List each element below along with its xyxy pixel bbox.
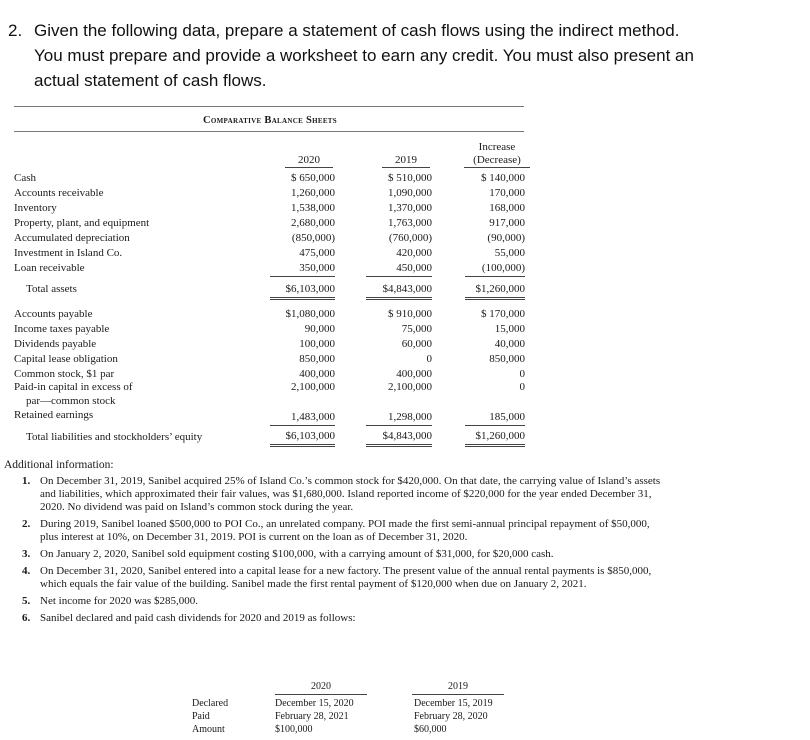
amount-2019: $60,000 bbox=[414, 724, 447, 735]
value-change: (90,000) bbox=[487, 232, 525, 244]
note-text: On January 2, 2020, Sanibel sold equipment costing $100,000, with a carrying amount of $31,000, for $20,000 cash. bbox=[40, 548, 554, 560]
note-number: 3. bbox=[22, 548, 31, 560]
title-divider bbox=[14, 131, 524, 132]
declared-2020: December 15, 2020 bbox=[275, 698, 354, 709]
note-text: On December 31, 2019, Sanibel acquired 25% of Island Co.’s common stock for $420,000. On that date, the carrying value of Island’s assets and liabilities, which approximated their fair values, was $1,680,000. Island reported income of $220,000 for the year ended December 31, 2020. No dividend was paid on Island’s common stock during the year. bbox=[40, 475, 661, 513]
question-line-3: actual statement of cash flows. bbox=[34, 71, 267, 90]
note-text: Sanibel declared and paid cash dividends for 2020 and 2019 as follows: bbox=[40, 612, 356, 624]
row-label: Investment in Island Co. bbox=[14, 247, 123, 259]
value-2020: 1,260,000 bbox=[291, 187, 335, 199]
row-label: Capital lease obligation bbox=[14, 353, 118, 365]
value-change: (100,000) bbox=[465, 262, 525, 277]
row-label: Common stock, $1 par bbox=[14, 368, 115, 380]
row-label-continued: par—common stock bbox=[26, 395, 116, 407]
note-item bbox=[22, 595, 667, 608]
row-label: Loan receivable bbox=[14, 262, 85, 274]
value-2019: 1,763,000 bbox=[388, 217, 432, 229]
question-number: 2. bbox=[8, 21, 23, 40]
note-item bbox=[22, 548, 667, 561]
value-2019: 1,370,000 bbox=[388, 202, 432, 214]
value-2020: $6,103,000 bbox=[270, 283, 335, 300]
header-2020: 2020 bbox=[285, 154, 333, 168]
note-item bbox=[22, 475, 667, 514]
value-2019: $4,843,000 bbox=[366, 283, 432, 300]
row-label: Accumulated depreciation bbox=[14, 232, 130, 244]
value-2019: $4,843,000 bbox=[366, 430, 432, 447]
row-label: Cash bbox=[14, 172, 36, 184]
note-text: During 2019, Sanibel loaned $500,000 to POI Co., an unrelated company. POI made the first semi-annual principal repayment of $50,000, plus interest at 10%, on December 31, 2019. POI is current on the loan as of December 31, 2020. bbox=[40, 518, 650, 543]
row-label: Accounts receivable bbox=[14, 187, 104, 199]
value-2019: 60,000 bbox=[401, 338, 432, 350]
value-2020: 90,000 bbox=[304, 323, 335, 335]
row-label: Total liabilities and stockholders’ equity bbox=[26, 431, 203, 443]
question-line-2: You must prepare and provide a worksheet to earn any credit. You must also present an bbox=[34, 46, 694, 65]
row-label: Property, plant, and equipment bbox=[14, 217, 150, 229]
value-2020: 475,000 bbox=[299, 247, 335, 259]
value-2020: 350,000 bbox=[270, 262, 335, 277]
value-2019: 1,298,000 bbox=[366, 411, 432, 426]
value-2020: $1,080,000 bbox=[285, 308, 335, 320]
value-2019: (760,000) bbox=[388, 232, 432, 244]
note-item bbox=[22, 518, 667, 544]
note-text: Net income for 2020 was $285,000. bbox=[40, 595, 198, 607]
value-change: 917,000 bbox=[489, 217, 525, 229]
row-label-amount: Amount bbox=[192, 724, 225, 735]
row-label-paid: Paid bbox=[192, 711, 210, 722]
value-change: $1,260,000 bbox=[465, 430, 525, 447]
value-2019: 1,090,000 bbox=[388, 187, 432, 199]
row-label: Accounts payable bbox=[14, 308, 93, 320]
declared-2019: December 15, 2019 bbox=[414, 698, 493, 709]
header-2019: 2019 bbox=[382, 154, 430, 168]
value-2020: $ 650,000 bbox=[291, 172, 335, 184]
header-change-1: Increase bbox=[478, 141, 516, 153]
note-number: 1. bbox=[22, 475, 31, 487]
value-2020: 1,483,000 bbox=[270, 411, 335, 426]
value-2019: 2,100,000 bbox=[388, 381, 432, 393]
additional-notes-list bbox=[22, 475, 667, 629]
note-number: 5. bbox=[22, 595, 31, 607]
value-change: 185,000 bbox=[465, 411, 525, 426]
value-change: $ 140,000 bbox=[481, 172, 525, 184]
value-2020: 2,680,000 bbox=[291, 217, 335, 229]
dividends-year-2019: 2019 bbox=[412, 681, 504, 695]
value-2019: 450,000 bbox=[366, 262, 432, 277]
value-2019: 0 bbox=[426, 353, 432, 365]
value-2019: $ 510,000 bbox=[388, 172, 432, 184]
row-label: Retained earnings bbox=[14, 409, 94, 421]
amount-2020: $100,000 bbox=[275, 724, 313, 735]
value-change: 40,000 bbox=[494, 338, 525, 350]
value-2020: 850,000 bbox=[299, 353, 335, 365]
row-label: Dividends payable bbox=[14, 338, 97, 350]
note-item bbox=[22, 565, 667, 591]
value-change: 15,000 bbox=[494, 323, 525, 335]
value-2019: 75,000 bbox=[401, 323, 432, 335]
value-2019: 400,000 bbox=[396, 368, 432, 380]
value-2020: 1,538,000 bbox=[291, 202, 335, 214]
value-change: 170,000 bbox=[489, 187, 525, 199]
value-change: 168,000 bbox=[489, 202, 525, 214]
note-number: 4. bbox=[22, 565, 31, 577]
row-label-declared: Declared bbox=[192, 698, 229, 709]
value-change: 0 bbox=[519, 368, 525, 380]
question-line-1: Given the following data, prepare a statement of cash flows using the indirect method. bbox=[34, 21, 680, 40]
value-change: 850,000 bbox=[489, 353, 525, 365]
value-change: $ 170,000 bbox=[481, 308, 525, 320]
paid-2019: February 28, 2020 bbox=[414, 711, 488, 722]
balance-sheet-title: Comparative Balance Sheets bbox=[203, 115, 337, 126]
note-number: 2. bbox=[22, 518, 31, 530]
value-change: $1,260,000 bbox=[465, 283, 525, 300]
row-label: Total assets bbox=[26, 283, 77, 295]
value-2020: 2,100,000 bbox=[291, 381, 335, 393]
row-label: Income taxes payable bbox=[14, 323, 110, 335]
note-text: On December 31, 2020, Sanibel entered into a capital lease for a new factory. The present value of the annual rental payments is $850,000, which equals the fair value of the building. Sanibel made the first rental payment of $120,000 when due on January 2, 2021. bbox=[40, 565, 652, 590]
value-2019: 420,000 bbox=[396, 247, 432, 259]
value-change: 0 bbox=[519, 381, 525, 393]
question bbox=[0, 18, 805, 93]
top-divider bbox=[14, 106, 524, 107]
row-label: Inventory bbox=[14, 202, 57, 214]
value-2020: 400,000 bbox=[299, 368, 335, 380]
note-number: 6. bbox=[22, 612, 31, 624]
value-2020: (850,000) bbox=[291, 232, 335, 244]
additional-info-heading: Additional information: bbox=[4, 459, 114, 471]
header-change-2: (Decrease) bbox=[464, 154, 530, 168]
row-label: Paid-in capital in excess of bbox=[14, 381, 133, 393]
dividends-year-2020: 2020 bbox=[275, 681, 367, 695]
value-2020: 100,000 bbox=[299, 338, 335, 350]
value-2019: $ 910,000 bbox=[388, 308, 432, 320]
note-item bbox=[22, 612, 667, 625]
paid-2020: February 28, 2021 bbox=[275, 711, 349, 722]
value-2020: $6,103,000 bbox=[270, 430, 335, 447]
value-change: 55,000 bbox=[494, 247, 525, 259]
